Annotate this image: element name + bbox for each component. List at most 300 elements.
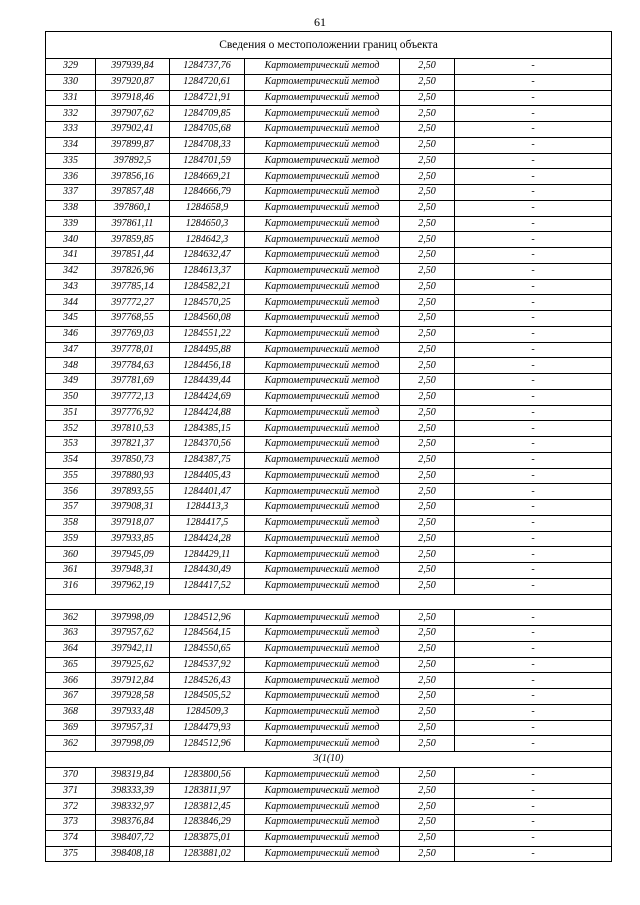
description-cell: - <box>455 232 612 248</box>
method-cell: Картометрический метод <box>245 405 400 421</box>
accuracy-cell: 2,50 <box>400 405 455 421</box>
point-number-cell: 336 <box>46 169 96 185</box>
description-cell: - <box>455 137 612 153</box>
table-row <box>46 641 612 657</box>
table-row <box>46 59 612 75</box>
x-coordinate-cell: 397860,1 <box>96 200 170 216</box>
table-row <box>46 452 612 468</box>
y-coordinate-cell: 1284512,96 <box>170 610 245 626</box>
description-cell: - <box>455 578 612 594</box>
y-coordinate-cell: 1284526,43 <box>170 673 245 689</box>
accuracy-cell: 2,50 <box>400 673 455 689</box>
y-coordinate-cell: 1284424,88 <box>170 405 245 421</box>
method-cell: Картометрический метод <box>245 673 400 689</box>
x-coordinate-cell: 398408,18 <box>96 846 170 862</box>
x-coordinate-cell: 397778,01 <box>96 342 170 358</box>
accuracy-cell: 2,50 <box>400 815 455 831</box>
x-coordinate-cell: 397957,31 <box>96 720 170 736</box>
y-coordinate-cell: 1283800,56 <box>170 767 245 783</box>
description-cell: - <box>455 185 612 201</box>
y-coordinate-cell: 1284424,69 <box>170 389 245 405</box>
description-cell: - <box>455 484 612 500</box>
table-title-row <box>46 32 612 59</box>
table-row <box>46 673 612 689</box>
description-cell: - <box>455 311 612 327</box>
accuracy-cell: 2,50 <box>400 248 455 264</box>
point-number-cell: 316 <box>46 578 96 594</box>
x-coordinate-cell: 398407,72 <box>96 830 170 846</box>
x-coordinate-cell: 397772,13 <box>96 389 170 405</box>
point-number-cell: 332 <box>46 106 96 122</box>
point-number-cell: 361 <box>46 563 96 579</box>
method-cell: Картометрический метод <box>245 122 400 138</box>
accuracy-cell: 2,50 <box>400 437 455 453</box>
description-cell: - <box>455 59 612 75</box>
description-cell: - <box>455 169 612 185</box>
point-number-cell: 365 <box>46 657 96 673</box>
method-cell: Картометрический метод <box>245 153 400 169</box>
accuracy-cell: 2,50 <box>400 767 455 783</box>
description-cell: - <box>455 783 612 799</box>
y-coordinate-cell: 1284537,92 <box>170 657 245 673</box>
x-coordinate-cell: 397851,44 <box>96 248 170 264</box>
point-number-cell: 364 <box>46 641 96 657</box>
point-number-cell: 359 <box>46 531 96 547</box>
description-cell: - <box>455 90 612 106</box>
section-separator <box>46 594 612 610</box>
table-row <box>46 846 612 862</box>
x-coordinate-cell: 397908,31 <box>96 500 170 516</box>
y-coordinate-cell: 1284405,43 <box>170 468 245 484</box>
y-coordinate-cell: 1284479,93 <box>170 720 245 736</box>
accuracy-cell: 2,50 <box>400 846 455 862</box>
point-number-cell: 340 <box>46 232 96 248</box>
method-cell: Картометрический метод <box>245 610 400 626</box>
x-coordinate-cell: 398376,84 <box>96 815 170 831</box>
point-number-cell: 346 <box>46 326 96 342</box>
x-coordinate-cell: 397785,14 <box>96 279 170 295</box>
point-number-cell: 345 <box>46 311 96 327</box>
x-coordinate-cell: 397892,5 <box>96 153 170 169</box>
boundary-coordinates-table <box>45 31 612 862</box>
point-number-cell: 342 <box>46 263 96 279</box>
y-coordinate-cell: 1284642,3 <box>170 232 245 248</box>
x-coordinate-cell: 397893,55 <box>96 484 170 500</box>
point-number-cell: 360 <box>46 547 96 563</box>
y-coordinate-cell: 1284439,44 <box>170 374 245 390</box>
accuracy-cell: 2,50 <box>400 626 455 642</box>
table-row <box>46 311 612 327</box>
method-cell: Картометрический метод <box>245 830 400 846</box>
table-row <box>46 657 612 673</box>
table-row <box>46 74 612 90</box>
point-number-cell: 357 <box>46 500 96 516</box>
accuracy-cell: 2,50 <box>400 200 455 216</box>
description-cell: - <box>455 122 612 138</box>
table-row <box>46 169 612 185</box>
point-number-cell: 375 <box>46 846 96 862</box>
table-row <box>46 563 612 579</box>
point-number-cell: 371 <box>46 783 96 799</box>
table-row <box>46 122 612 138</box>
method-cell: Картометрический метод <box>245 704 400 720</box>
section-header-row <box>46 752 612 768</box>
y-coordinate-cell: 1284613,37 <box>170 263 245 279</box>
point-number-cell: 362 <box>46 610 96 626</box>
table-row <box>46 263 612 279</box>
description-cell: - <box>455 815 612 831</box>
boundary-table-container <box>45 31 611 862</box>
y-coordinate-cell: 1284560,08 <box>170 311 245 327</box>
page-number: 61 <box>314 15 326 29</box>
point-number-cell: 347 <box>46 342 96 358</box>
description-cell: - <box>455 437 612 453</box>
accuracy-cell: 2,50 <box>400 689 455 705</box>
x-coordinate-cell: 397821,37 <box>96 437 170 453</box>
y-coordinate-cell: 1283811,97 <box>170 783 245 799</box>
x-coordinate-cell: 397880,93 <box>96 468 170 484</box>
point-number-cell: 366 <box>46 673 96 689</box>
accuracy-cell: 2,50 <box>400 657 455 673</box>
accuracy-cell: 2,50 <box>400 342 455 358</box>
x-coordinate-cell: 397781,69 <box>96 374 170 390</box>
accuracy-cell: 2,50 <box>400 263 455 279</box>
table-row <box>46 358 612 374</box>
table-row <box>46 484 612 500</box>
point-number-cell: 354 <box>46 452 96 468</box>
description-cell: - <box>455 767 612 783</box>
method-cell: Картометрический метод <box>245 468 400 484</box>
x-coordinate-cell: 397962,19 <box>96 578 170 594</box>
point-number-cell: 363 <box>46 626 96 642</box>
accuracy-cell: 2,50 <box>400 358 455 374</box>
description-cell: - <box>455 405 612 421</box>
description-cell: - <box>455 689 612 705</box>
accuracy-cell: 2,50 <box>400 720 455 736</box>
point-number-cell: 356 <box>46 484 96 500</box>
description-cell: - <box>455 342 612 358</box>
method-cell: Картометрический метод <box>245 783 400 799</box>
point-number-cell: 333 <box>46 122 96 138</box>
method-cell: Картометрический метод <box>245 311 400 327</box>
accuracy-cell: 2,50 <box>400 830 455 846</box>
method-cell: Картометрический метод <box>245 248 400 264</box>
method-cell: Картометрический метод <box>245 279 400 295</box>
y-coordinate-cell: 1284570,25 <box>170 295 245 311</box>
table-row <box>46 137 612 153</box>
y-coordinate-cell: 1284550,65 <box>170 641 245 657</box>
accuracy-cell: 2,50 <box>400 547 455 563</box>
point-number-cell: 337 <box>46 185 96 201</box>
y-coordinate-cell: 1284387,75 <box>170 452 245 468</box>
table-row <box>46 689 612 705</box>
accuracy-cell: 2,50 <box>400 484 455 500</box>
y-coordinate-cell: 1284424,28 <box>170 531 245 547</box>
method-cell: Картометрический метод <box>245 216 400 232</box>
description-cell: - <box>455 641 612 657</box>
method-cell: Картометрический метод <box>245 106 400 122</box>
table-row <box>46 405 612 421</box>
method-cell: Картометрический метод <box>245 90 400 106</box>
table-row <box>46 295 612 311</box>
table-row <box>46 232 612 248</box>
method-cell: Картометрический метод <box>245 500 400 516</box>
accuracy-cell: 2,50 <box>400 185 455 201</box>
x-coordinate-cell: 397776,92 <box>96 405 170 421</box>
y-coordinate-cell: 1284495,88 <box>170 342 245 358</box>
y-coordinate-cell: 1284385,15 <box>170 421 245 437</box>
method-cell: Картометрический метод <box>245 452 400 468</box>
y-coordinate-cell: 1284505,52 <box>170 689 245 705</box>
table-row <box>46 200 612 216</box>
description-cell: - <box>455 626 612 642</box>
x-coordinate-cell: 397945,09 <box>96 547 170 563</box>
y-coordinate-cell: 1284666,79 <box>170 185 245 201</box>
x-coordinate-cell: 397925,62 <box>96 657 170 673</box>
y-coordinate-cell: 1284401,47 <box>170 484 245 500</box>
description-cell: - <box>455 389 612 405</box>
accuracy-cell: 2,50 <box>400 232 455 248</box>
point-number-cell: 330 <box>46 74 96 90</box>
method-cell: Картометрический метод <box>245 578 400 594</box>
point-number-cell: 350 <box>46 389 96 405</box>
table-row <box>46 185 612 201</box>
y-coordinate-cell: 1284669,21 <box>170 169 245 185</box>
point-number-cell: 355 <box>46 468 96 484</box>
method-cell: Картометрический метод <box>245 815 400 831</box>
accuracy-cell: 2,50 <box>400 106 455 122</box>
section-separator-row <box>46 594 612 610</box>
method-cell: Картометрический метод <box>245 846 400 862</box>
x-coordinate-cell: 397907,62 <box>96 106 170 122</box>
x-coordinate-cell: 397948,31 <box>96 563 170 579</box>
y-coordinate-cell: 1284701,59 <box>170 153 245 169</box>
description-cell: - <box>455 830 612 846</box>
x-coordinate-cell: 397826,96 <box>96 263 170 279</box>
table-row <box>46 279 612 295</box>
y-coordinate-cell: 1284650,3 <box>170 216 245 232</box>
description-cell: - <box>455 374 612 390</box>
accuracy-cell: 2,50 <box>400 500 455 516</box>
y-coordinate-cell: 1284512,96 <box>170 736 245 752</box>
point-number-cell: 358 <box>46 515 96 531</box>
point-number-cell: 343 <box>46 279 96 295</box>
description-cell: - <box>455 704 612 720</box>
x-coordinate-cell: 397957,62 <box>96 626 170 642</box>
table-row <box>46 783 612 799</box>
y-coordinate-cell: 1284429,11 <box>170 547 245 563</box>
y-coordinate-cell: 1284705,68 <box>170 122 245 138</box>
table-row <box>46 720 612 736</box>
table-row <box>46 736 612 752</box>
description-cell: - <box>455 720 612 736</box>
point-number-cell: 372 <box>46 799 96 815</box>
x-coordinate-cell: 397933,48 <box>96 704 170 720</box>
table-row <box>46 547 612 563</box>
accuracy-cell: 2,50 <box>400 421 455 437</box>
x-coordinate-cell: 397920,87 <box>96 74 170 90</box>
y-coordinate-cell: 1283846,29 <box>170 815 245 831</box>
description-cell: - <box>455 248 612 264</box>
description-cell: - <box>455 468 612 484</box>
accuracy-cell: 2,50 <box>400 295 455 311</box>
x-coordinate-cell: 397902,41 <box>96 122 170 138</box>
accuracy-cell: 2,50 <box>400 74 455 90</box>
y-coordinate-cell: 1284737,76 <box>170 59 245 75</box>
description-cell: - <box>455 610 612 626</box>
description-cell: - <box>455 846 612 862</box>
x-coordinate-cell: 398333,39 <box>96 783 170 799</box>
accuracy-cell: 2,50 <box>400 311 455 327</box>
table-row <box>46 578 612 594</box>
method-cell: Картометрический метод <box>245 326 400 342</box>
x-coordinate-cell: 397772,27 <box>96 295 170 311</box>
description-cell: - <box>455 657 612 673</box>
accuracy-cell: 2,50 <box>400 736 455 752</box>
accuracy-cell: 2,50 <box>400 515 455 531</box>
accuracy-cell: 2,50 <box>400 452 455 468</box>
y-coordinate-cell: 1284456,18 <box>170 358 245 374</box>
method-cell: Картометрический метод <box>245 59 400 75</box>
point-number-cell: 339 <box>46 216 96 232</box>
accuracy-cell: 2,50 <box>400 59 455 75</box>
method-cell: Картометрический метод <box>245 626 400 642</box>
description-cell: - <box>455 106 612 122</box>
description-cell: - <box>455 216 612 232</box>
description-cell: - <box>455 736 612 752</box>
method-cell: Картометрический метод <box>245 232 400 248</box>
method-cell: Картометрический метод <box>245 689 400 705</box>
method-cell: Картометрический метод <box>245 799 400 815</box>
y-coordinate-cell: 1284413,3 <box>170 500 245 516</box>
description-cell: - <box>455 358 612 374</box>
point-number-cell: 368 <box>46 704 96 720</box>
accuracy-cell: 2,50 <box>400 783 455 799</box>
accuracy-cell: 2,50 <box>400 374 455 390</box>
x-coordinate-cell: 397768,55 <box>96 311 170 327</box>
point-number-cell: 331 <box>46 90 96 106</box>
accuracy-cell: 2,50 <box>400 169 455 185</box>
accuracy-cell: 2,50 <box>400 531 455 547</box>
description-cell: - <box>455 799 612 815</box>
y-coordinate-cell: 1284564,15 <box>170 626 245 642</box>
description-cell: - <box>455 74 612 90</box>
method-cell: Картометрический метод <box>245 421 400 437</box>
x-coordinate-cell: 397918,07 <box>96 515 170 531</box>
method-cell: Картометрический метод <box>245 74 400 90</box>
y-coordinate-cell: 1284417,52 <box>170 578 245 594</box>
x-coordinate-cell: 397998,09 <box>96 736 170 752</box>
method-cell: Картометрический метод <box>245 358 400 374</box>
y-coordinate-cell: 1284582,21 <box>170 279 245 295</box>
table-row <box>46 767 612 783</box>
x-coordinate-cell: 397912,84 <box>96 673 170 689</box>
table-row <box>46 248 612 264</box>
table-row <box>46 515 612 531</box>
method-cell: Картометрический метод <box>245 389 400 405</box>
section-label: 3(1(10) <box>46 752 612 768</box>
accuracy-cell: 2,50 <box>400 799 455 815</box>
description-cell: - <box>455 673 612 689</box>
point-number-cell: 369 <box>46 720 96 736</box>
x-coordinate-cell: 397933,85 <box>96 531 170 547</box>
description-cell: - <box>455 500 612 516</box>
accuracy-cell: 2,50 <box>400 704 455 720</box>
table-row <box>46 468 612 484</box>
method-cell: Картометрический метод <box>245 767 400 783</box>
method-cell: Картометрический метод <box>245 736 400 752</box>
method-cell: Картометрический метод <box>245 484 400 500</box>
y-coordinate-cell: 1284632,47 <box>170 248 245 264</box>
table-row <box>46 389 612 405</box>
point-number-cell: 338 <box>46 200 96 216</box>
y-coordinate-cell: 1284551,22 <box>170 326 245 342</box>
x-coordinate-cell: 397850,73 <box>96 452 170 468</box>
point-number-cell: 373 <box>46 815 96 831</box>
point-number-cell: 367 <box>46 689 96 705</box>
table-row <box>46 799 612 815</box>
description-cell: - <box>455 153 612 169</box>
method-cell: Картометрический метод <box>245 547 400 563</box>
method-cell: Картометрический метод <box>245 342 400 358</box>
table-row <box>46 500 612 516</box>
y-coordinate-cell: 1284417,5 <box>170 515 245 531</box>
x-coordinate-cell: 397998,09 <box>96 610 170 626</box>
table-row <box>46 626 612 642</box>
description-cell: - <box>455 452 612 468</box>
table-row <box>46 610 612 626</box>
x-coordinate-cell: 397784,63 <box>96 358 170 374</box>
method-cell: Картометрический метод <box>245 185 400 201</box>
accuracy-cell: 2,50 <box>400 216 455 232</box>
accuracy-cell: 2,50 <box>400 279 455 295</box>
description-cell: - <box>455 200 612 216</box>
accuracy-cell: 2,50 <box>400 137 455 153</box>
table-row <box>46 704 612 720</box>
description-cell: - <box>455 515 612 531</box>
table-row <box>46 815 612 831</box>
method-cell: Картометрический метод <box>245 137 400 153</box>
point-number-cell: 341 <box>46 248 96 264</box>
accuracy-cell: 2,50 <box>400 610 455 626</box>
description-cell: - <box>455 531 612 547</box>
description-cell: - <box>455 326 612 342</box>
point-number-cell: 362 <box>46 736 96 752</box>
point-number-cell: 344 <box>46 295 96 311</box>
description-cell: - <box>455 295 612 311</box>
point-number-cell: 351 <box>46 405 96 421</box>
point-number-cell: 349 <box>46 374 96 390</box>
description-cell: - <box>455 547 612 563</box>
table-row <box>46 374 612 390</box>
point-number-cell: 348 <box>46 358 96 374</box>
table-row <box>46 437 612 453</box>
point-number-cell: 353 <box>46 437 96 453</box>
table-row <box>46 421 612 437</box>
accuracy-cell: 2,50 <box>400 578 455 594</box>
x-coordinate-cell: 397939,84 <box>96 59 170 75</box>
table-row <box>46 153 612 169</box>
method-cell: Картометрический метод <box>245 374 400 390</box>
accuracy-cell: 2,50 <box>400 563 455 579</box>
method-cell: Картометрический метод <box>245 641 400 657</box>
x-coordinate-cell: 397856,16 <box>96 169 170 185</box>
x-coordinate-cell: 397942,11 <box>96 641 170 657</box>
x-coordinate-cell: 397861,11 <box>96 216 170 232</box>
method-cell: Картометрический метод <box>245 563 400 579</box>
method-cell: Картометрический метод <box>245 169 400 185</box>
table-row <box>46 830 612 846</box>
